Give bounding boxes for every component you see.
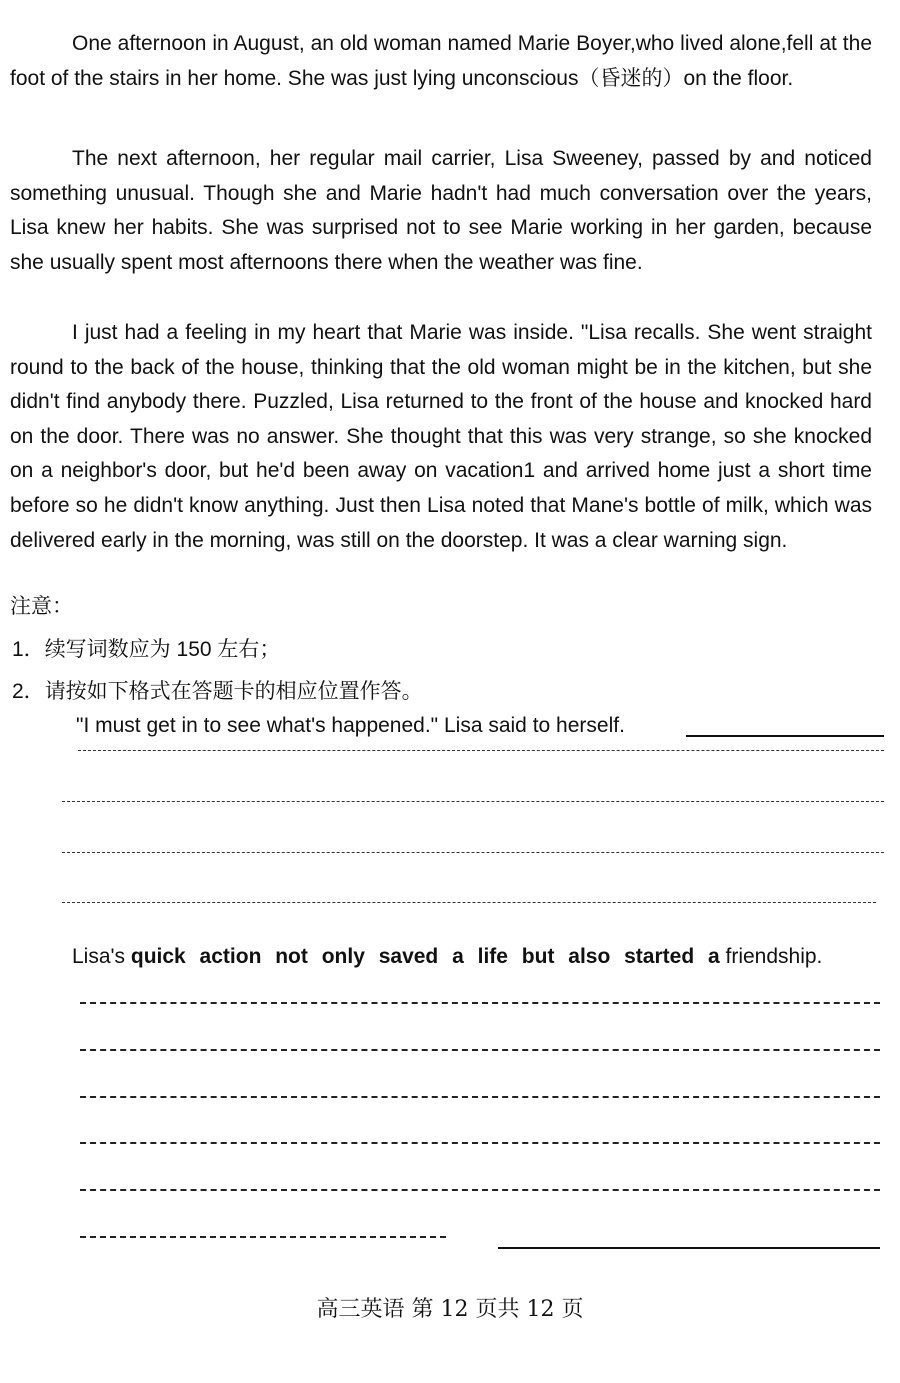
notes-section (10, 587, 880, 712)
answer-line[interactable] (62, 852, 884, 853)
answer-line[interactable] (80, 1049, 880, 1051)
answer-line[interactable] (80, 1189, 880, 1191)
answer-blank-end[interactable] (498, 1247, 880, 1249)
answer-prompt-2-start: Lisa's (72, 945, 131, 968)
answer-prompt-1: "I must get in to see what's happened." Lisa said to herself. (76, 714, 625, 737)
notes-heading: 注意： (10, 595, 73, 618)
answer-line[interactable] (78, 750, 884, 751)
note-item-2-number: 2． (12, 680, 45, 703)
note-item-1-text: 续写词数应为 150 左右； (44, 638, 281, 661)
answer-line[interactable] (62, 902, 876, 903)
passage-paragraph-1: One afternoon in August, an old woman named Marie Boyer,who lived alone,fell at the foot of the stairs in her home. She was just lying unconscious（昏迷的）on the floor. (10, 32, 872, 90)
answer-line[interactable] (62, 801, 884, 802)
answer-blank-inline-1[interactable] (686, 735, 884, 737)
passage-paragraph-3: I just had a feeling in my heart that Marie was inside. "Lisa recalls. She went straight round to the back of the house, thinking that the old woman might be in the kitchen, but she didn't find anybody there. Puzzled, Lisa returned to the front of the house and knocked hard on the door. There was no answer. She thought that this was very strange, so she knocked on a neighbor's door, but he'd been away on vacation1 and arrived home just a short time before so he didn't know anything. Just then Lisa noted that Mane's bottle of milk, which was delivered early in the morning, was still on the doorstep. It was a clear warning sign. (10, 321, 872, 552)
answer-line[interactable] (80, 1236, 446, 1238)
answer-line[interactable] (80, 1142, 880, 1144)
passage-paragraph-2: The next afternoon, her regular mail carrier, Lisa Sweeney, passed by and noticed something unusual. Though she and Marie hadn't had much conversation over the years, Lisa knew her habits. She was surprised not to see Marie working in her garden, because she usually spent most afternoons there when the weather was fine. (10, 147, 872, 274)
answer-prompt-2 (72, 942, 822, 972)
note-item-1 (10, 627, 880, 672)
note-item-1-number: 1． (12, 638, 45, 661)
answer-prompt-2-end: friendship. (719, 945, 823, 968)
page-footer: 高三英语 第 12 页共 12 页 (316, 1297, 584, 1322)
answer-line[interactable] (80, 1096, 880, 1098)
answer-line[interactable] (80, 1002, 880, 1004)
note-item-2-text: 请按如下格式在答题卡的相应位置作答。 (44, 680, 423, 703)
answer-prompt-2-bold: quick action not only saved a life but also started a (130, 945, 720, 968)
note-item-2 (10, 672, 880, 712)
